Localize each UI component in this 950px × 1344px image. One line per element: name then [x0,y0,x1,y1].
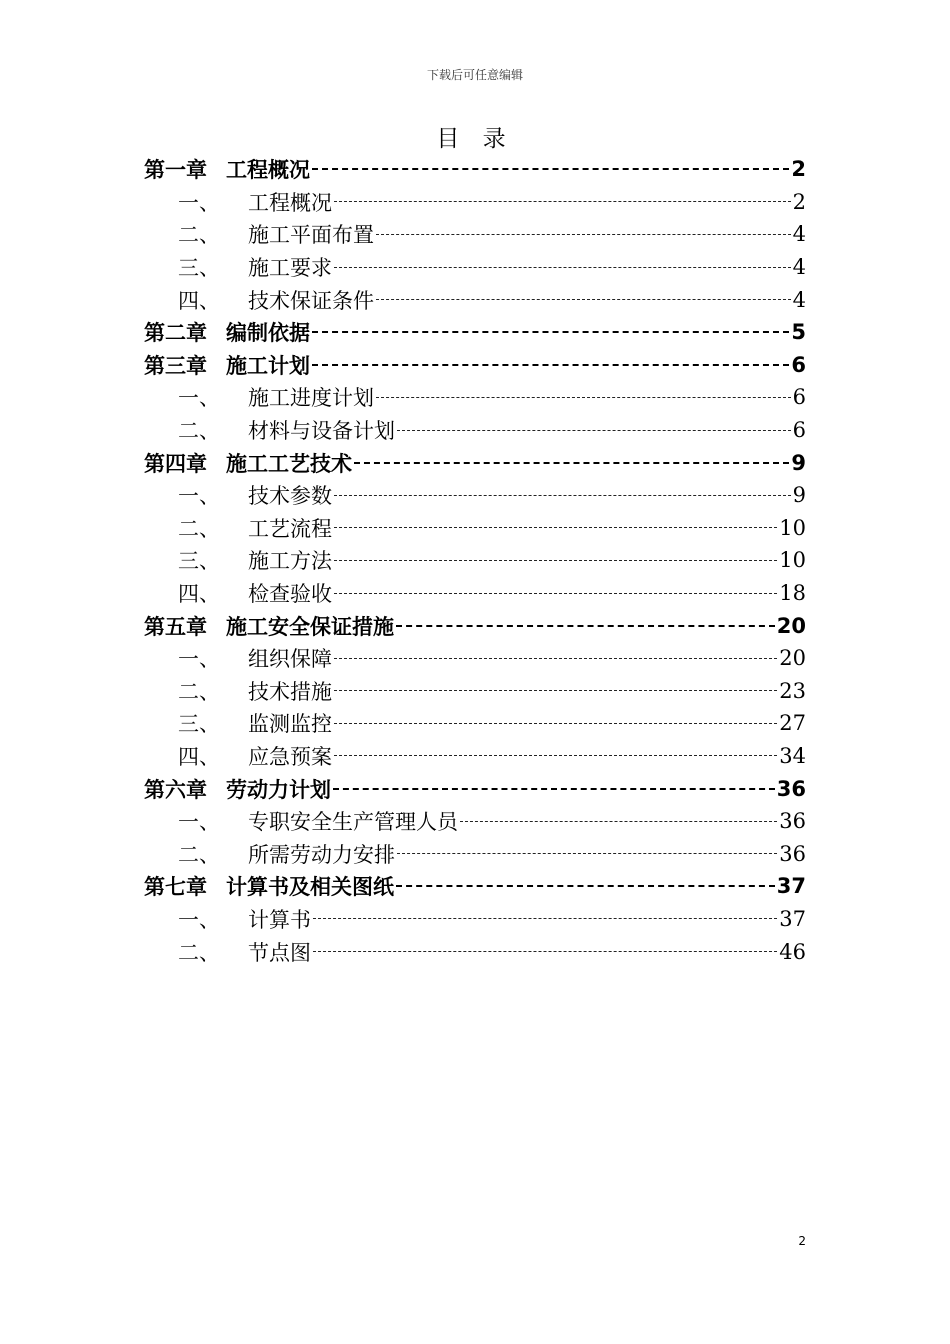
toc-entry-number: 第三章 [144,353,207,378]
dot-leader [376,397,791,398]
dot-leader [334,267,791,268]
toc-chapter-entry[interactable] [144,772,806,805]
toc-entry-number: 第七章 [144,875,207,900]
toc-section-entry[interactable] [144,479,806,512]
toc-title: 目 录 [436,126,514,152]
toc-entry-number: 三、 [178,712,220,737]
toc-entry-page: 6 [791,352,806,377]
toc-chapter-entry[interactable] [144,609,806,642]
toc-entry-number: 第六章 [144,777,207,802]
toc-entry-number: 二、 [178,419,220,444]
toc-entry-number: 第五章 [144,614,207,639]
toc-section-entry[interactable] [144,577,806,610]
toc-entry-label: 劳动力计划 [226,777,331,802]
toc-section-entry[interactable] [144,544,806,577]
toc-entry-label: 计算书 [248,907,311,932]
toc-entry-page: 2 [791,157,806,182]
toc-section-entry[interactable] [144,903,806,936]
toc-section-entry[interactable] [144,283,806,316]
toc-chapter-entry[interactable] [144,446,806,479]
toc-section-entry[interactable] [144,707,806,740]
toc-entry-page: 9 [791,450,806,475]
toc-entry-label: 编制依据 [226,321,310,346]
toc-chapter-entry[interactable] [144,153,806,186]
toc-entry-label: 施工要求 [248,256,332,281]
toc-entry-number: 二、 [178,223,220,248]
toc-entry-label: 监测监控 [248,712,332,737]
toc-entry-page: 4 [792,255,806,280]
toc-entry-page: 36 [779,809,806,834]
toc-entry-page: 46 [779,939,806,964]
toc-entry-number: 二、 [178,516,220,541]
toc-entry-label: 技术措施 [248,679,332,704]
toc-entry-label: 材料与设备计划 [248,419,395,444]
toc-entry-page: 37 [776,874,806,899]
toc-entry-page: 9 [792,483,806,508]
toc-section-entry[interactable] [144,414,806,447]
dot-leader [376,299,791,300]
toc-entry-number: 一、 [178,190,220,215]
dot-leader [334,723,777,724]
dot-leader [312,364,789,366]
dot-leader [334,201,791,202]
toc-chapter-entry[interactable] [144,349,806,382]
toc-entry-number: 四、 [178,582,220,607]
toc-entry-label: 节点图 [248,940,311,965]
page-header: 下载后可任意编辑 [426,68,523,82]
toc-entry-page: 34 [779,743,806,768]
toc-entry-label: 应急预案 [248,744,332,769]
toc-entry-page: 20 [776,613,806,638]
dot-leader [397,430,791,431]
toc-section-entry[interactable] [144,740,806,773]
toc-entry-label: 工艺流程 [248,516,332,541]
toc-entry-label: 施工安全保证措施 [226,614,394,639]
toc-section-entry[interactable] [144,837,806,870]
dot-leader [334,527,777,528]
toc-entry-number: 第四章 [144,451,207,476]
toc-entry-number: 一、 [178,907,220,932]
dot-leader [333,788,775,790]
toc-entry-number: 四、 [178,744,220,769]
toc-entry-page: 23 [779,678,806,703]
toc-section-entry[interactable] [144,805,806,838]
toc-section-entry[interactable] [144,381,806,414]
dot-leader [334,755,777,756]
toc-entry-number: 第二章 [144,321,207,346]
toc-entry-page: 36 [779,841,806,866]
toc-section-entry[interactable] [144,675,806,708]
toc-entry-page: 6 [792,418,806,443]
toc-entry-number: 二、 [178,679,220,704]
toc-entry-label: 工程概况 [248,190,332,215]
dot-leader [396,625,775,627]
toc-entry-label: 施工进度计划 [248,386,374,411]
dot-leader [354,462,789,464]
toc-entry-number: 四、 [178,288,220,313]
toc-entry-page: 4 [792,287,806,312]
toc-entry-label: 施工平面布置 [248,223,374,248]
toc-entry-page: 20 [779,646,806,671]
dot-leader [334,560,777,561]
dot-leader [376,234,791,235]
toc-entry-number: 一、 [178,484,220,509]
toc-entry-label: 所需劳动力安排 [248,842,395,867]
toc-entry-number: 三、 [178,549,220,574]
toc-entry-number: 二、 [178,940,220,965]
toc-entry-label: 专职安全生产管理人员 [248,810,458,835]
toc-chapter-entry[interactable] [144,316,806,349]
toc-section-entry[interactable] [144,218,806,251]
toc-entry-number: 一、 [178,810,220,835]
dot-leader [397,853,777,854]
toc-section-entry[interactable] [144,642,806,675]
toc-section-entry[interactable] [144,512,806,545]
dot-leader [313,951,777,952]
toc-entry-page: 10 [779,515,806,540]
toc-entry-number: 第一章 [144,158,207,183]
toc-entry-page: 6 [792,385,806,410]
page-number: 2 [798,1234,806,1248]
toc-entry-page: 5 [791,320,806,345]
toc-section-entry[interactable] [144,251,806,284]
dot-leader [334,593,777,594]
toc-entry-label: 技术参数 [248,484,332,509]
toc-entry-label: 施工方法 [248,549,332,574]
toc-entry-label: 技术保证条件 [248,288,374,313]
toc-entry-page: 36 [776,776,806,801]
dot-leader [334,658,777,659]
toc-entry-page: 10 [779,548,806,573]
dot-leader [312,331,789,333]
toc-entry-number: 一、 [178,647,220,672]
toc-entry-label: 组织保障 [248,647,332,672]
toc-entry-number: 三、 [178,256,220,281]
toc-entry-page: 37 [779,906,806,931]
toc-entry-number: 二、 [178,842,220,867]
dot-leader [396,885,775,887]
toc-entry-label: 工程概况 [226,158,310,183]
toc-section-entry[interactable] [144,186,806,219]
toc-entry-label: 计算书及相关图纸 [226,875,394,900]
toc-entry-number: 一、 [178,386,220,411]
dot-leader [312,168,789,170]
toc-chapter-entry[interactable] [144,870,806,903]
toc-entry-label: 施工工艺技术 [226,451,352,476]
dot-leader [334,495,791,496]
toc-entry-page: 27 [779,711,806,736]
table-of-contents [144,153,806,968]
dot-leader [334,690,777,691]
toc-entry-label: 检查验收 [248,582,332,607]
toc-entry-label: 施工计划 [226,353,310,378]
toc-section-entry[interactable] [144,935,806,968]
dot-leader [313,918,777,919]
toc-entry-page: 18 [779,581,806,606]
toc-entry-page: 2 [792,189,806,214]
dot-leader [460,821,777,822]
toc-entry-page: 4 [792,222,806,247]
